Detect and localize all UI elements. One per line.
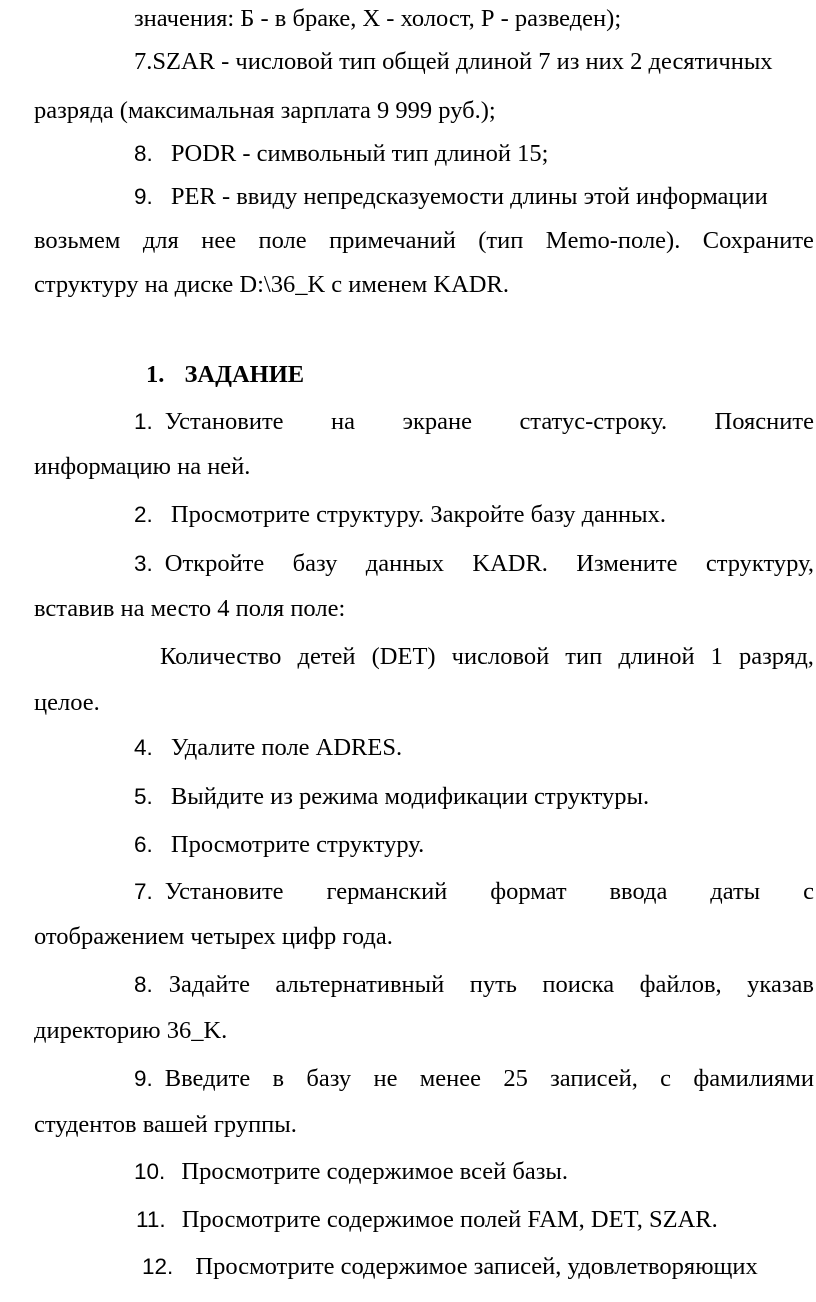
- word: на: [331, 408, 355, 435]
- task-item: [134, 1064, 814, 1094]
- word: базу: [306, 1065, 352, 1092]
- task-text: Просмотрите содержимое полей FAM, DET, SZAR.: [181, 1206, 718, 1233]
- word: для: [142, 227, 179, 254]
- word: числовой: [451, 643, 550, 670]
- word: разряд,: [739, 643, 814, 670]
- task-text: Просмотрите структуру.: [170, 831, 425, 858]
- task-first-word: [134, 877, 284, 907]
- word: не: [373, 1065, 398, 1092]
- word: Количество: [160, 643, 282, 670]
- word: в: [272, 1065, 285, 1092]
- word: 1: [710, 643, 723, 670]
- word: Поясните: [714, 408, 814, 435]
- word: (тип: [478, 227, 524, 254]
- task-item: [134, 733, 402, 763]
- task-continuation: целое.: [34, 689, 100, 716]
- word: даты: [710, 878, 761, 905]
- text-line-justified: [34, 226, 814, 256]
- task-continuation: студентов вашей группы.: [34, 1111, 297, 1138]
- word: данных: [365, 550, 445, 577]
- word: 25: [503, 1065, 528, 1092]
- word: менее: [419, 1065, 482, 1092]
- word: Сохраните: [702, 227, 814, 254]
- task-number: 9.: [134, 1066, 153, 1091]
- word: Измените: [576, 550, 678, 577]
- word: Откройте: [164, 550, 265, 577]
- word: возьмем: [34, 227, 121, 254]
- task-continuation: информацию на ней.: [34, 453, 251, 480]
- task-number: 12.: [142, 1254, 174, 1279]
- word: альтернативный: [275, 971, 445, 998]
- task-item: [134, 407, 814, 437]
- word: фамилиями: [693, 1065, 814, 1092]
- item-text: PODR - символьный тип длиной 15;: [170, 140, 549, 167]
- task-first-word: [134, 407, 284, 437]
- task-text: Просмотрите содержимое всей базы.: [181, 1158, 568, 1185]
- word: формат: [490, 878, 567, 905]
- word: Memo-поле).: [545, 227, 681, 254]
- text-fragment: 7.SZAR - числовой тип общей длиной 7 из них 2 десятичных: [134, 48, 773, 75]
- task-number: 3.: [134, 551, 153, 576]
- task-text: Просмотрите структуру. Закройте базу данных.: [170, 501, 666, 528]
- task-text: Просмотрите содержимое записей, удовлетворяющих: [195, 1253, 758, 1280]
- word: детей: [297, 643, 356, 670]
- word: германский: [326, 878, 448, 905]
- word: примечаний: [329, 227, 456, 254]
- section-heading: [146, 360, 304, 390]
- word: поиска: [542, 971, 615, 998]
- task-item: [134, 1157, 568, 1187]
- task-number: 6.: [134, 832, 153, 857]
- task-text: Выйдите из режима модификации структуры.: [170, 783, 650, 810]
- word: нее: [201, 227, 237, 254]
- word: Задайте: [168, 971, 250, 998]
- word: базу: [292, 550, 338, 577]
- word: KADR.: [472, 550, 548, 577]
- task-number: 4.: [134, 735, 153, 760]
- task-number: 8.: [134, 972, 153, 997]
- word: Введите: [164, 1065, 251, 1092]
- word: поле: [258, 227, 307, 254]
- task-item: [134, 830, 424, 860]
- word: Установите: [164, 878, 284, 905]
- task-number: 7.: [134, 879, 153, 904]
- task-item: [134, 782, 649, 812]
- word: Установите: [164, 408, 284, 435]
- task-number: 1.: [134, 409, 153, 434]
- word: тип: [565, 643, 603, 670]
- word: структуру,: [705, 550, 814, 577]
- text-line-justified: [134, 47, 814, 77]
- word: с: [803, 878, 814, 905]
- task-first-word: [134, 970, 250, 1000]
- item-number: 9.: [134, 184, 153, 209]
- task-item: [142, 1252, 758, 1282]
- word: статус-строку.: [519, 408, 668, 435]
- task-item: [134, 970, 814, 1000]
- word: длиной: [618, 643, 695, 670]
- task-continuation: директорию 36_K.: [34, 1017, 228, 1044]
- task-number: 10.: [134, 1159, 166, 1184]
- task-subline: [160, 642, 814, 672]
- item-number: 8.: [134, 141, 153, 166]
- task-first-word: [134, 549, 264, 579]
- text-line: разряда (максимальная зарплата 9 999 руб.);: [34, 97, 496, 124]
- task-number: 11.: [136, 1207, 166, 1232]
- text-line: значения: Б - в браке, Х - холост, Р - разведен);: [134, 5, 622, 32]
- word: записей,: [550, 1065, 638, 1092]
- word: указав: [747, 971, 814, 998]
- task-number: 5.: [134, 784, 153, 809]
- word: ввода: [609, 878, 668, 905]
- task-text: Удалите поле ADRES.: [170, 734, 403, 761]
- list-item: [134, 182, 768, 212]
- text-line: структуру на диске D:\36_K с именем KADR.: [34, 271, 509, 298]
- word: путь: [469, 971, 517, 998]
- word: (DET): [371, 643, 436, 670]
- task-number: 2.: [134, 502, 153, 527]
- task-continuation: вставив на место 4 поля поле:: [34, 595, 346, 622]
- word: экране: [402, 408, 472, 435]
- task-continuation: отображением четырех цифр года.: [34, 923, 393, 950]
- item-text: PER - ввиду непредсказуемости длины этой информации: [170, 183, 768, 210]
- heading-number: 1.: [146, 361, 165, 388]
- task-item: [134, 500, 666, 530]
- word: с: [660, 1065, 672, 1092]
- task-item: [134, 549, 814, 579]
- task-item: [134, 877, 814, 907]
- word: файлов,: [639, 971, 722, 998]
- task-first-word: [134, 1064, 250, 1094]
- task-item: [136, 1205, 718, 1235]
- list-item: [134, 139, 548, 169]
- heading-title: ЗАДАНИЕ: [184, 361, 305, 388]
